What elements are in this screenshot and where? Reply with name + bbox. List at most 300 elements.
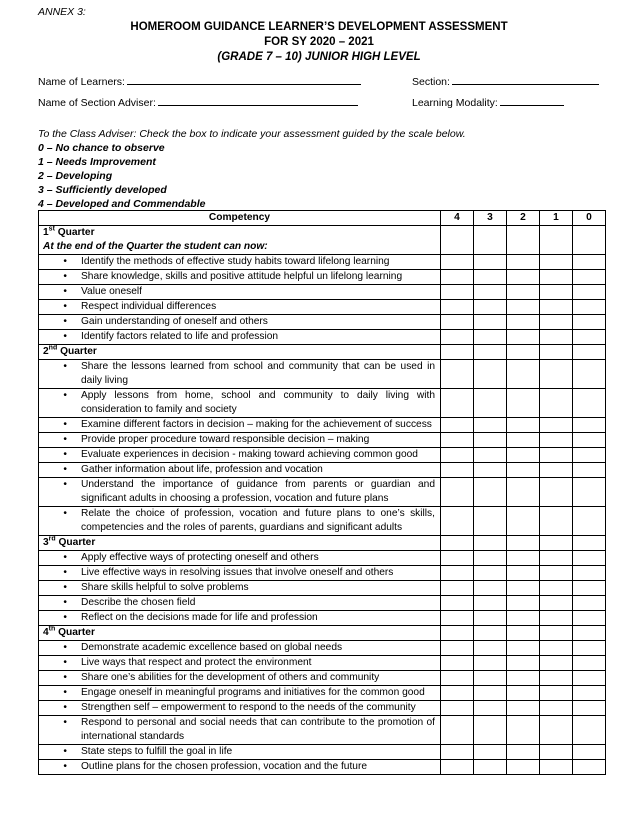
score-checkbox[interactable]: [441, 448, 474, 463]
score-checkbox[interactable]: [540, 270, 573, 285]
score-checkbox[interactable]: [441, 463, 474, 478]
score-checkbox[interactable]: [441, 581, 474, 596]
score-checkbox[interactable]: [474, 507, 507, 536]
quarter-number: 3: [43, 537, 49, 548]
score-checkbox[interactable]: [474, 611, 507, 626]
score-checkbox[interactable]: [573, 611, 606, 626]
score-checkbox[interactable]: [507, 566, 540, 581]
quarter-subheading: At the end of the Quarter the student can now:: [43, 241, 268, 252]
competency-text: Gain understanding of oneself and others: [81, 316, 268, 327]
competency-item: [43, 330, 435, 344]
table-row: [39, 566, 606, 581]
score-checkbox[interactable]: [507, 581, 540, 596]
competency-item: [43, 566, 435, 580]
competency-cell: [39, 581, 441, 596]
score-checkbox[interactable]: [474, 360, 507, 389]
score-checkbox[interactable]: [573, 671, 606, 686]
score-checkbox[interactable]: [441, 255, 474, 270]
competency-item: [43, 433, 435, 447]
score-checkbox[interactable]: [474, 701, 507, 716]
competency-table: [38, 210, 606, 775]
score-checkbox[interactable]: [507, 360, 540, 389]
score-checkbox[interactable]: [573, 270, 606, 285]
score-checkbox[interactable]: [540, 611, 573, 626]
competency-text: Relate the choice of profession, vocation and future plans to one’s skills, competencies and the roles of parents, guardians and significant adults: [81, 508, 435, 533]
competency-cell: [39, 389, 441, 418]
score-checkbox[interactable]: [507, 315, 540, 330]
score-checkbox[interactable]: [573, 360, 606, 389]
score-checkbox[interactable]: [573, 330, 606, 345]
score-checkbox[interactable]: [507, 716, 540, 745]
score-checkbox[interactable]: [474, 566, 507, 581]
bullet-icon: •: [63, 464, 67, 475]
competency-item: [43, 507, 435, 535]
score-checkbox[interactable]: [540, 478, 573, 507]
score-checkbox[interactable]: [441, 507, 474, 536]
score-checkbox[interactable]: [540, 536, 573, 551]
score-checkbox[interactable]: [441, 760, 474, 775]
score-checkbox[interactable]: [474, 551, 507, 566]
score-checkbox[interactable]: [507, 345, 540, 360]
quarter-ordinal: nd: [48, 344, 58, 352]
score-checkbox[interactable]: [507, 760, 540, 775]
score-checkbox[interactable]: [474, 581, 507, 596]
bullet-icon: •: [63, 419, 67, 430]
competency-cell: [39, 478, 441, 507]
score-checkbox[interactable]: [441, 745, 474, 760]
score-checkbox[interactable]: [507, 745, 540, 760]
table-row: [39, 300, 606, 315]
score-checkbox[interactable]: [540, 701, 573, 716]
score-checkbox[interactable]: [573, 686, 606, 701]
score-checkbox[interactable]: [540, 330, 573, 345]
score-checkbox[interactable]: [474, 596, 507, 611]
score-checkbox[interactable]: [573, 716, 606, 745]
instructions-text: To the Class Adviser: Check the box to indicate your assessment guided by the scale below.: [38, 128, 466, 140]
score-checkbox[interactable]: [507, 478, 540, 507]
quarter-label: Quarter: [55, 537, 96, 548]
score-checkbox[interactable]: [507, 448, 540, 463]
score-checkbox[interactable]: [474, 389, 507, 418]
bullet-icon: •: [63, 552, 67, 563]
score-checkbox[interactable]: [540, 463, 573, 478]
score-checkbox[interactable]: [507, 656, 540, 671]
modality-line[interactable]: [500, 94, 564, 106]
score-header-3: 3: [474, 211, 507, 226]
score-checkbox[interactable]: [573, 300, 606, 315]
score-checkbox[interactable]: [507, 433, 540, 448]
score-checkbox[interactable]: [474, 255, 507, 270]
bullet-icon: •: [63, 657, 67, 668]
quarter-ordinal: st: [48, 225, 55, 233]
score-checkbox[interactable]: [573, 760, 606, 775]
score-checkbox[interactable]: [507, 255, 540, 270]
competency-cell: [39, 270, 441, 285]
score-checkbox[interactable]: [507, 671, 540, 686]
bullet-icon: •: [63, 271, 67, 282]
bullet-icon: •: [63, 286, 67, 297]
section-field[interactable]: [412, 73, 599, 88]
score-checkbox[interactable]: [474, 760, 507, 775]
score-checkbox[interactable]: [540, 285, 573, 300]
scale-3: 3 – Sufficiently developed: [38, 184, 167, 196]
bullet-icon: •: [63, 301, 67, 312]
score-checkbox[interactable]: [573, 389, 606, 418]
adviser-field[interactable]: [38, 94, 358, 109]
quarter-number: 2: [43, 346, 49, 357]
score-checkbox[interactable]: [507, 285, 540, 300]
score-checkbox[interactable]: [573, 596, 606, 611]
score-checkbox[interactable]: [441, 330, 474, 345]
score-checkbox[interactable]: [441, 656, 474, 671]
competency-cell: [39, 315, 441, 330]
competency-item: [43, 656, 435, 670]
bullet-icon: •: [63, 672, 67, 683]
quarter-row: [39, 345, 606, 360]
modality-label: Learning Modality:: [412, 97, 498, 109]
bullet-icon: •: [63, 642, 67, 653]
score-checkbox[interactable]: [540, 255, 573, 270]
competency-item: [43, 641, 435, 655]
score-checkbox[interactable]: [474, 478, 507, 507]
learners-field[interactable]: [38, 73, 361, 88]
competency-text: Apply lessons from home, school and community to daily living with consideration to family and society: [81, 390, 435, 415]
score-checkbox[interactable]: [540, 745, 573, 760]
score-checkbox[interactable]: [507, 300, 540, 315]
competency-cell: [39, 611, 441, 626]
score-checkbox[interactable]: [474, 285, 507, 300]
competency-item: [43, 285, 435, 299]
score-checkbox[interactable]: [573, 701, 606, 716]
competency-text: Describe the chosen field: [81, 597, 196, 608]
score-checkbox[interactable]: [507, 226, 540, 255]
score-checkbox[interactable]: [474, 448, 507, 463]
score-checkbox[interactable]: [441, 345, 474, 360]
bullet-icon: •: [63, 582, 67, 593]
score-checkbox[interactable]: [573, 551, 606, 566]
score-checkbox[interactable]: [507, 463, 540, 478]
competency-item: [43, 716, 435, 744]
score-checkbox[interactable]: [474, 626, 507, 641]
score-checkbox[interactable]: [507, 418, 540, 433]
score-checkbox[interactable]: [441, 360, 474, 389]
competency-text: Share the lessons learned from school and community that can be used in daily living: [81, 361, 435, 386]
competency-item: [43, 745, 435, 759]
score-checkbox[interactable]: [507, 701, 540, 716]
score-checkbox[interactable]: [573, 566, 606, 581]
table-row: [39, 360, 606, 389]
competency-cell: [39, 716, 441, 745]
score-checkbox[interactable]: [474, 300, 507, 315]
score-checkbox[interactable]: [540, 389, 573, 418]
score-checkbox[interactable]: [474, 536, 507, 551]
table-row: [39, 463, 606, 478]
score-checkbox[interactable]: [540, 671, 573, 686]
score-header-1: 1: [540, 211, 573, 226]
score-checkbox[interactable]: [441, 478, 474, 507]
score-checkbox[interactable]: [540, 686, 573, 701]
score-checkbox[interactable]: [441, 551, 474, 566]
quarter-ordinal: rd: [48, 535, 56, 543]
competency-item: [43, 315, 435, 329]
modality-field[interactable]: [412, 94, 564, 109]
competency-item: [43, 478, 435, 506]
score-checkbox[interactable]: [441, 536, 474, 551]
score-checkbox[interactable]: [540, 448, 573, 463]
quarter-heading: [43, 345, 435, 359]
score-checkbox[interactable]: [540, 760, 573, 775]
bullet-icon: •: [63, 316, 67, 327]
competency-cell: [39, 418, 441, 433]
score-checkbox[interactable]: [573, 463, 606, 478]
score-checkbox[interactable]: [540, 596, 573, 611]
score-checkbox[interactable]: [441, 596, 474, 611]
score-checkbox[interactable]: [573, 507, 606, 536]
competency-item: [43, 360, 435, 388]
competency-cell: [39, 701, 441, 716]
score-checkbox[interactable]: [474, 270, 507, 285]
score-checkbox[interactable]: [507, 389, 540, 418]
score-checkbox[interactable]: [474, 641, 507, 656]
score-checkbox[interactable]: [573, 656, 606, 671]
score-checkbox[interactable]: [573, 626, 606, 641]
score-checkbox[interactable]: [573, 255, 606, 270]
quarter-cell: [39, 226, 441, 255]
bullet-icon: •: [63, 687, 67, 698]
bullet-icon: •: [63, 390, 67, 401]
table-row: [39, 671, 606, 686]
competency-cell: [39, 300, 441, 315]
score-checkbox[interactable]: [441, 433, 474, 448]
competency-text: Identify the methods of effective study habits toward lifelong learning: [81, 256, 390, 267]
score-checkbox[interactable]: [441, 389, 474, 418]
table-row: [39, 716, 606, 745]
score-checkbox[interactable]: [573, 581, 606, 596]
competency-text: Live effective ways in resolving issues that involve oneself and others: [81, 567, 394, 578]
competency-item: [43, 581, 435, 595]
adviser-label: Name of Section Adviser:: [38, 97, 156, 109]
score-checkbox[interactable]: [474, 745, 507, 760]
score-checkbox[interactable]: [441, 226, 474, 255]
score-header-0: 0: [573, 211, 606, 226]
score-checkbox[interactable]: [441, 611, 474, 626]
bullet-icon: •: [63, 746, 67, 757]
competency-cell: [39, 686, 441, 701]
competency-cell: [39, 656, 441, 671]
score-checkbox[interactable]: [441, 626, 474, 641]
score-checkbox[interactable]: [507, 330, 540, 345]
score-checkbox[interactable]: [474, 433, 507, 448]
table-row: [39, 641, 606, 656]
competency-text: Share skills helpful to solve problems: [81, 582, 249, 593]
competency-text: Share one’s abilities for the development of others and community: [81, 672, 380, 683]
table-row: [39, 611, 606, 626]
score-checkbox[interactable]: [540, 566, 573, 581]
competency-text: Identify factors related to life and profession: [81, 331, 279, 342]
score-checkbox[interactable]: [573, 745, 606, 760]
competency-cell: [39, 641, 441, 656]
score-checkbox[interactable]: [507, 270, 540, 285]
score-checkbox[interactable]: [540, 300, 573, 315]
quarter-row: [39, 226, 606, 255]
table-row: [39, 270, 606, 285]
score-checkbox[interactable]: [507, 507, 540, 536]
table-header-row: [39, 211, 606, 226]
competency-text: Provide proper procedure toward responsible decision – making: [81, 434, 370, 445]
score-checkbox[interactable]: [441, 671, 474, 686]
competency-cell: [39, 671, 441, 686]
competency-text: Respect individual differences: [81, 301, 217, 312]
score-checkbox[interactable]: [573, 418, 606, 433]
table-row: [39, 745, 606, 760]
score-checkbox[interactable]: [474, 716, 507, 745]
score-checkbox[interactable]: [573, 345, 606, 360]
competency-cell: [39, 463, 441, 478]
competency-cell: [39, 433, 441, 448]
score-checkbox[interactable]: [540, 360, 573, 389]
bullet-icon: •: [63, 361, 67, 372]
bullet-icon: •: [63, 256, 67, 267]
score-checkbox[interactable]: [507, 626, 540, 641]
competency-cell: [39, 760, 441, 775]
section-label: Section:: [412, 76, 450, 88]
score-checkbox[interactable]: [540, 656, 573, 671]
score-checkbox[interactable]: [540, 315, 573, 330]
competency-cell: [39, 745, 441, 760]
competency-item: [43, 671, 435, 685]
table-row: [39, 581, 606, 596]
quarter-cell: [39, 536, 441, 551]
score-checkbox[interactable]: [441, 315, 474, 330]
score-checkbox[interactable]: [474, 463, 507, 478]
table-row: [39, 433, 606, 448]
bullet-icon: •: [63, 479, 67, 490]
score-checkbox[interactable]: [474, 345, 507, 360]
competency-text: Outline plans for the chosen profession, vocation and the future: [81, 761, 367, 772]
score-checkbox[interactable]: [507, 551, 540, 566]
table-row: [39, 285, 606, 300]
score-checkbox[interactable]: [507, 641, 540, 656]
competency-cell: [39, 285, 441, 300]
score-checkbox[interactable]: [540, 716, 573, 745]
competency-item: [43, 686, 435, 700]
score-checkbox[interactable]: [441, 300, 474, 315]
score-checkbox[interactable]: [573, 315, 606, 330]
competency-cell: [39, 360, 441, 389]
score-checkbox[interactable]: [474, 330, 507, 345]
scale-0: 0 – No chance to observe: [38, 142, 165, 154]
score-checkbox[interactable]: [441, 566, 474, 581]
score-checkbox[interactable]: [573, 433, 606, 448]
score-checkbox[interactable]: [540, 581, 573, 596]
score-checkbox[interactable]: [441, 701, 474, 716]
score-checkbox[interactable]: [540, 433, 573, 448]
score-checkbox[interactable]: [507, 596, 540, 611]
competency-text: Apply effective ways of protecting oneself and others: [81, 552, 319, 563]
bullet-icon: •: [63, 717, 67, 728]
competency-header: Competency: [39, 211, 441, 226]
score-checkbox[interactable]: [540, 418, 573, 433]
score-checkbox[interactable]: [573, 448, 606, 463]
competency-cell: [39, 566, 441, 581]
score-checkbox[interactable]: [540, 345, 573, 360]
competency-text: State steps to fulfill the goal in life: [81, 746, 233, 757]
score-checkbox[interactable]: [573, 536, 606, 551]
title-line-3: (GRADE 7 – 10) JUNIOR HIGH LEVEL: [217, 51, 421, 63]
competency-text: Live ways that respect and protect the environment: [81, 657, 312, 668]
table-row: [39, 418, 606, 433]
bullet-icon: •: [63, 449, 67, 460]
bullet-icon: •: [63, 331, 67, 342]
score-checkbox[interactable]: [441, 641, 474, 656]
score-checkbox[interactable]: [441, 285, 474, 300]
competency-cell: [39, 596, 441, 611]
quarter-heading: [43, 626, 435, 640]
competency-text: Engage oneself in meaningful programs and initiatives for the common good: [81, 687, 425, 698]
score-checkbox[interactable]: [540, 551, 573, 566]
score-checkbox[interactable]: [441, 418, 474, 433]
learners-line[interactable]: [127, 73, 361, 85]
score-checkbox[interactable]: [573, 285, 606, 300]
score-checkbox[interactable]: [441, 686, 474, 701]
competency-cell: [39, 448, 441, 463]
score-checkbox[interactable]: [474, 418, 507, 433]
competency-item: [43, 389, 435, 417]
score-checkbox[interactable]: [441, 716, 474, 745]
score-checkbox[interactable]: [573, 226, 606, 255]
competency-text: Strengthen self – empowerment to respond to the needs of the community: [81, 702, 416, 713]
quarter-label: Quarter: [55, 627, 95, 638]
competency-text: Understand the importance of guidance from parents or guardian and significant adults in choosing a profession, vocation and future plans: [81, 479, 435, 504]
competency-item: [43, 255, 435, 269]
bullet-icon: •: [63, 761, 67, 772]
competency-text: Share knowledge, skills and positive attitude helpful un lifelong learning: [81, 271, 403, 282]
quarter-row: [39, 626, 606, 641]
instructions: [38, 127, 466, 211]
score-checkbox[interactable]: [540, 507, 573, 536]
score-checkbox[interactable]: [474, 226, 507, 255]
table-row: [39, 686, 606, 701]
competency-cell: [39, 507, 441, 536]
score-checkbox[interactable]: [507, 536, 540, 551]
adviser-line[interactable]: [158, 94, 358, 106]
score-checkbox[interactable]: [540, 226, 573, 255]
competency-item: [43, 300, 435, 314]
section-line[interactable]: [452, 73, 599, 85]
score-checkbox[interactable]: [540, 641, 573, 656]
competency-text: Demonstrate academic excellence based on global needs: [81, 642, 343, 653]
score-checkbox[interactable]: [474, 671, 507, 686]
scale-2: 2 – Developing: [38, 170, 113, 182]
competency-item: [43, 448, 435, 462]
quarter-cell: [39, 626, 441, 641]
score-checkbox[interactable]: [540, 626, 573, 641]
score-checkbox[interactable]: [573, 478, 606, 507]
score-checkbox[interactable]: [474, 656, 507, 671]
score-checkbox[interactable]: [573, 641, 606, 656]
score-checkbox[interactable]: [474, 315, 507, 330]
score-checkbox[interactable]: [441, 270, 474, 285]
score-checkbox[interactable]: [507, 611, 540, 626]
competency-text: Gather information about life, profession and vocation: [81, 464, 323, 475]
competency-cell: [39, 551, 441, 566]
quarter-ordinal: th: [48, 625, 56, 633]
quarter-label: Quarter: [54, 227, 95, 238]
score-checkbox[interactable]: [474, 686, 507, 701]
competency-item: [43, 760, 435, 774]
score-header-4: 4: [441, 211, 474, 226]
score-checkbox[interactable]: [507, 686, 540, 701]
